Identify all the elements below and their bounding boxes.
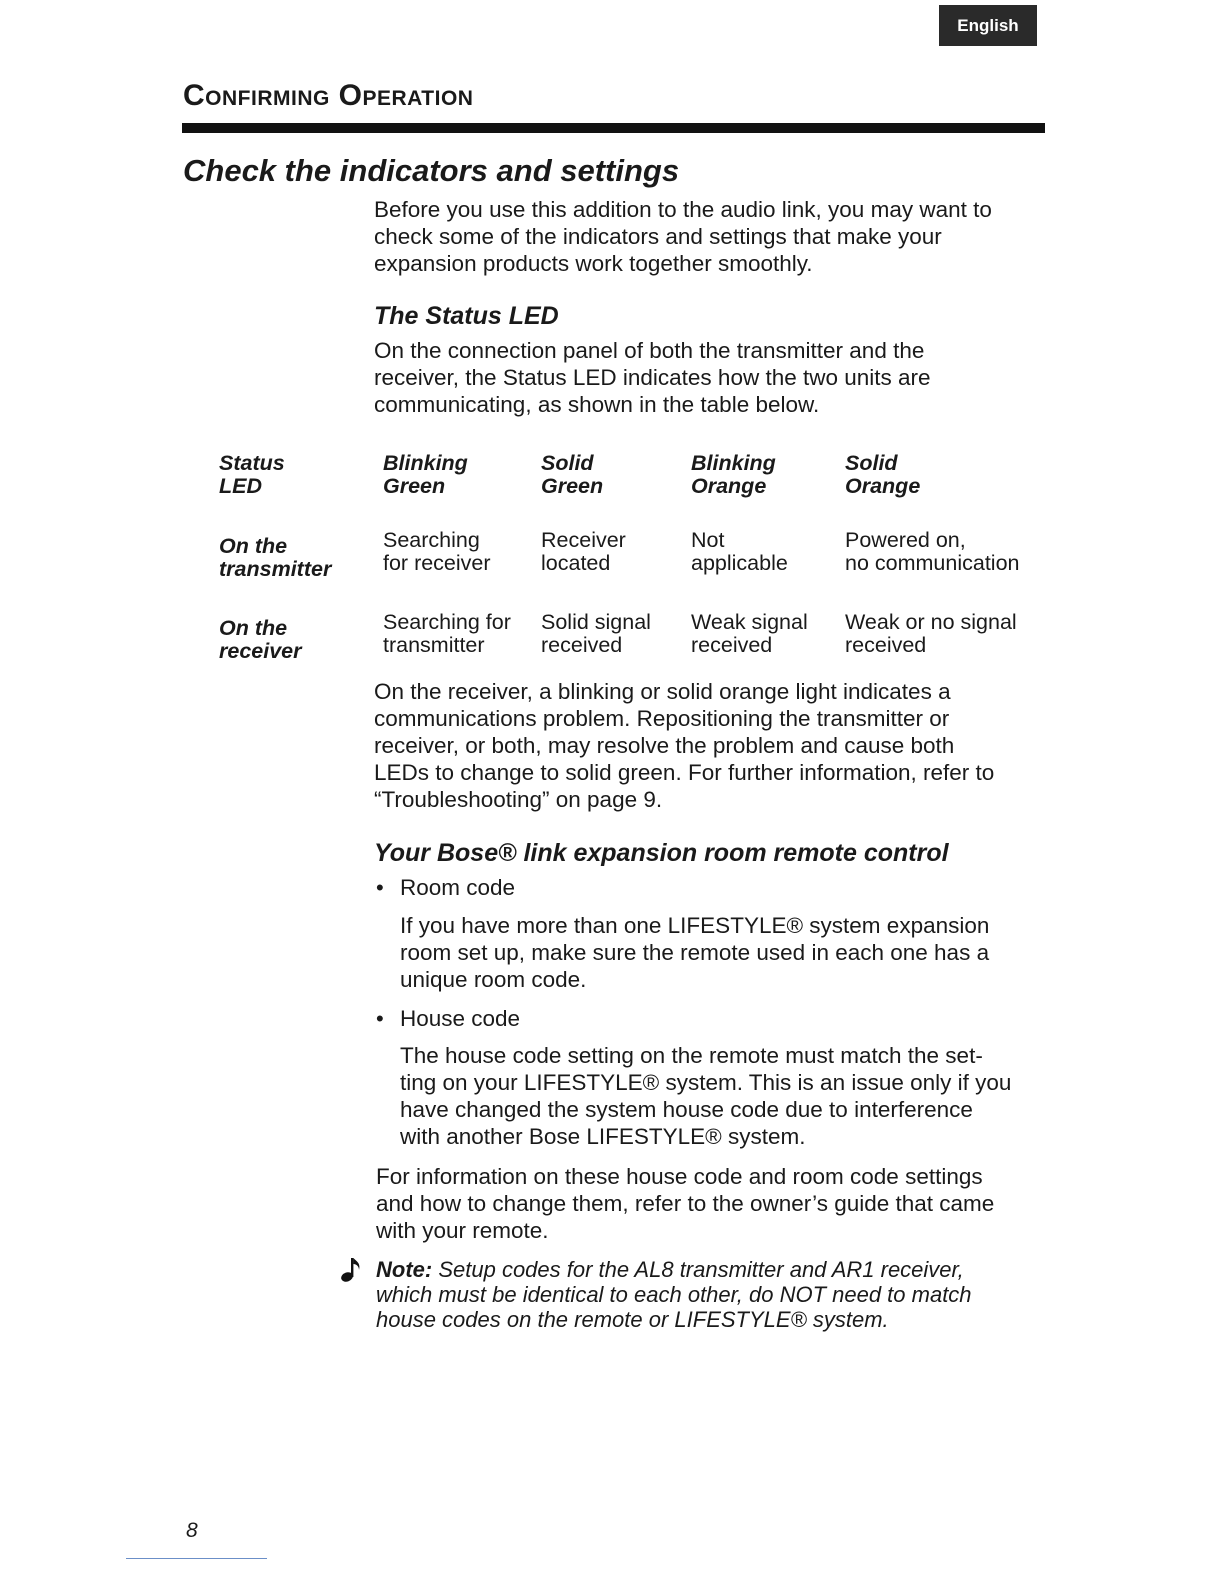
bullet-title: Room code: [399, 875, 516, 900]
table-cell: [541, 529, 626, 575]
header-line: Solid: [541, 451, 594, 475]
header-line: Orange: [691, 474, 767, 498]
cell-line: Weak or no signal: [845, 610, 1017, 634]
row-label-line: transmitter: [219, 557, 332, 581]
row-label-transmitter: [219, 535, 331, 581]
note-block: [376, 1257, 1056, 1332]
cell-line: Weak signal: [691, 610, 808, 634]
footer-divider: [126, 1558, 267, 1559]
after-table-paragraph: [374, 678, 1054, 813]
room-code-paragraph: [400, 912, 1060, 993]
music-note-icon: [340, 1255, 362, 1283]
page-number: 8: [186, 1519, 198, 1542]
house-code-paragraph: [400, 1042, 1060, 1150]
paragraph-line: If you have more than one LIFESTYLE® system expansion: [400, 913, 990, 938]
paragraph-line: “Troubleshooting” on page 9.: [374, 787, 663, 812]
header-line: Blinking: [691, 451, 776, 475]
bullet-house-code: [376, 1005, 1056, 1032]
cell-line: received: [845, 633, 927, 657]
status-led-heading: The Status LED: [374, 302, 559, 330]
cell-line: Powered on,: [845, 528, 966, 552]
cell-line: applicable: [691, 551, 788, 575]
paragraph-line: with another Bose LIFESTYLE® system.: [400, 1124, 806, 1149]
header-blinking-orange: [691, 452, 776, 498]
row-label-receiver: [219, 617, 302, 663]
status-led-line: communicating, as shown in the table below.: [374, 392, 820, 417]
intro-line: expansion products work together smoothly.: [374, 251, 813, 276]
table-cell: [845, 529, 1019, 575]
table-cell: [691, 529, 788, 575]
bullet-title: House code: [399, 1006, 521, 1031]
bullet-dot: •: [376, 1006, 384, 1031]
header-solid-green: [541, 452, 603, 498]
cell-line: Receiver: [541, 528, 626, 552]
paragraph-line: For information on these house code and room code settings: [376, 1164, 983, 1189]
header-label-line: LED: [219, 474, 262, 498]
section-title: Check the indicators and settings: [183, 153, 680, 188]
note-line: house codes on the remote or LIFESTYLE® system.: [376, 1307, 889, 1332]
cell-line: transmitter: [383, 633, 485, 657]
cell-line: received: [691, 633, 773, 657]
note-line: which must be identical to each other, do NOT need to match: [376, 1282, 972, 1307]
note-line: [376, 1257, 1056, 1282]
intro-line: check some of the indicators and settings that make your: [374, 224, 942, 249]
header-blinking-green: [383, 452, 468, 498]
language-tab: English: [939, 5, 1037, 46]
bullet-room-code: [376, 874, 1056, 901]
paragraph-line: with your remote.: [376, 1218, 549, 1243]
paragraph-line: On the receiver, a blinking or solid orange light indicates a: [374, 679, 951, 704]
table-cell: [691, 611, 808, 657]
paragraph-line: receiver, or both, may resolve the problem and cause both: [374, 733, 955, 758]
header-line: Blinking: [383, 451, 468, 475]
intro-paragraph: [374, 196, 1054, 277]
header-line: Green: [383, 474, 446, 498]
header-label-line: Status: [219, 451, 285, 475]
paragraph-line: ting on your LIFESTYLE® system. This is an issue only if you: [400, 1070, 1012, 1095]
table-cell: [845, 611, 1017, 657]
header-solid-orange: [845, 452, 920, 498]
row-label-line: receiver: [219, 639, 302, 663]
status-led-paragraph: [374, 337, 1054, 418]
cell-line: Solid signal: [541, 610, 651, 634]
cell-line: located: [541, 551, 611, 575]
cell-line: for receiver: [383, 551, 491, 575]
cell-line: no communication: [845, 551, 1020, 575]
note-text: Setup codes for the AL8 transmitter and AR1 receiver,: [438, 1257, 964, 1282]
cell-line: received: [541, 633, 623, 657]
cell-line: Searching: [383, 528, 480, 552]
paragraph-line: LEDs to change to solid green. For further information, refer to: [374, 760, 995, 785]
table-header-label: [219, 452, 285, 498]
paragraph-line: communications problem. Repositioning the transmitter or: [374, 706, 950, 731]
remote-heading: Your Bose® link expansion room remote control: [374, 839, 949, 867]
status-led-line: receiver, the Status LED indicates how the two units are: [374, 365, 931, 390]
paragraph-line: have changed the system house code due to interference: [400, 1097, 973, 1122]
bullet-dot: •: [376, 875, 384, 900]
chapter-rule: [182, 123, 1045, 133]
cell-line: Searching for: [383, 610, 511, 634]
status-led-line: On the connection panel of both the transmitter and the: [374, 338, 925, 363]
table-cell: [383, 611, 511, 657]
row-label-line: On the: [219, 534, 288, 558]
note-label: Note:: [376, 1257, 433, 1282]
paragraph-line: room set up, make sure the remote used in each one has a: [400, 940, 990, 965]
header-line: Green: [541, 474, 604, 498]
header-line: Solid: [845, 451, 898, 475]
cell-line: Not: [691, 528, 725, 552]
intro-line: Before you use this addition to the audio link, you may want to: [374, 197, 992, 222]
table-cell: [541, 611, 651, 657]
closing-paragraph: [376, 1163, 1056, 1244]
header-line: Orange: [845, 474, 921, 498]
paragraph-line: and how to change them, refer to the owner’s guide that came: [376, 1191, 995, 1216]
row-label-line: On the: [219, 616, 288, 640]
paragraph-line: unique room code.: [400, 967, 587, 992]
paragraph-line: The house code setting on the remote must match the set-: [400, 1043, 983, 1068]
chapter-title: Confirming Operation: [183, 79, 474, 112]
table-cell: [383, 529, 491, 575]
